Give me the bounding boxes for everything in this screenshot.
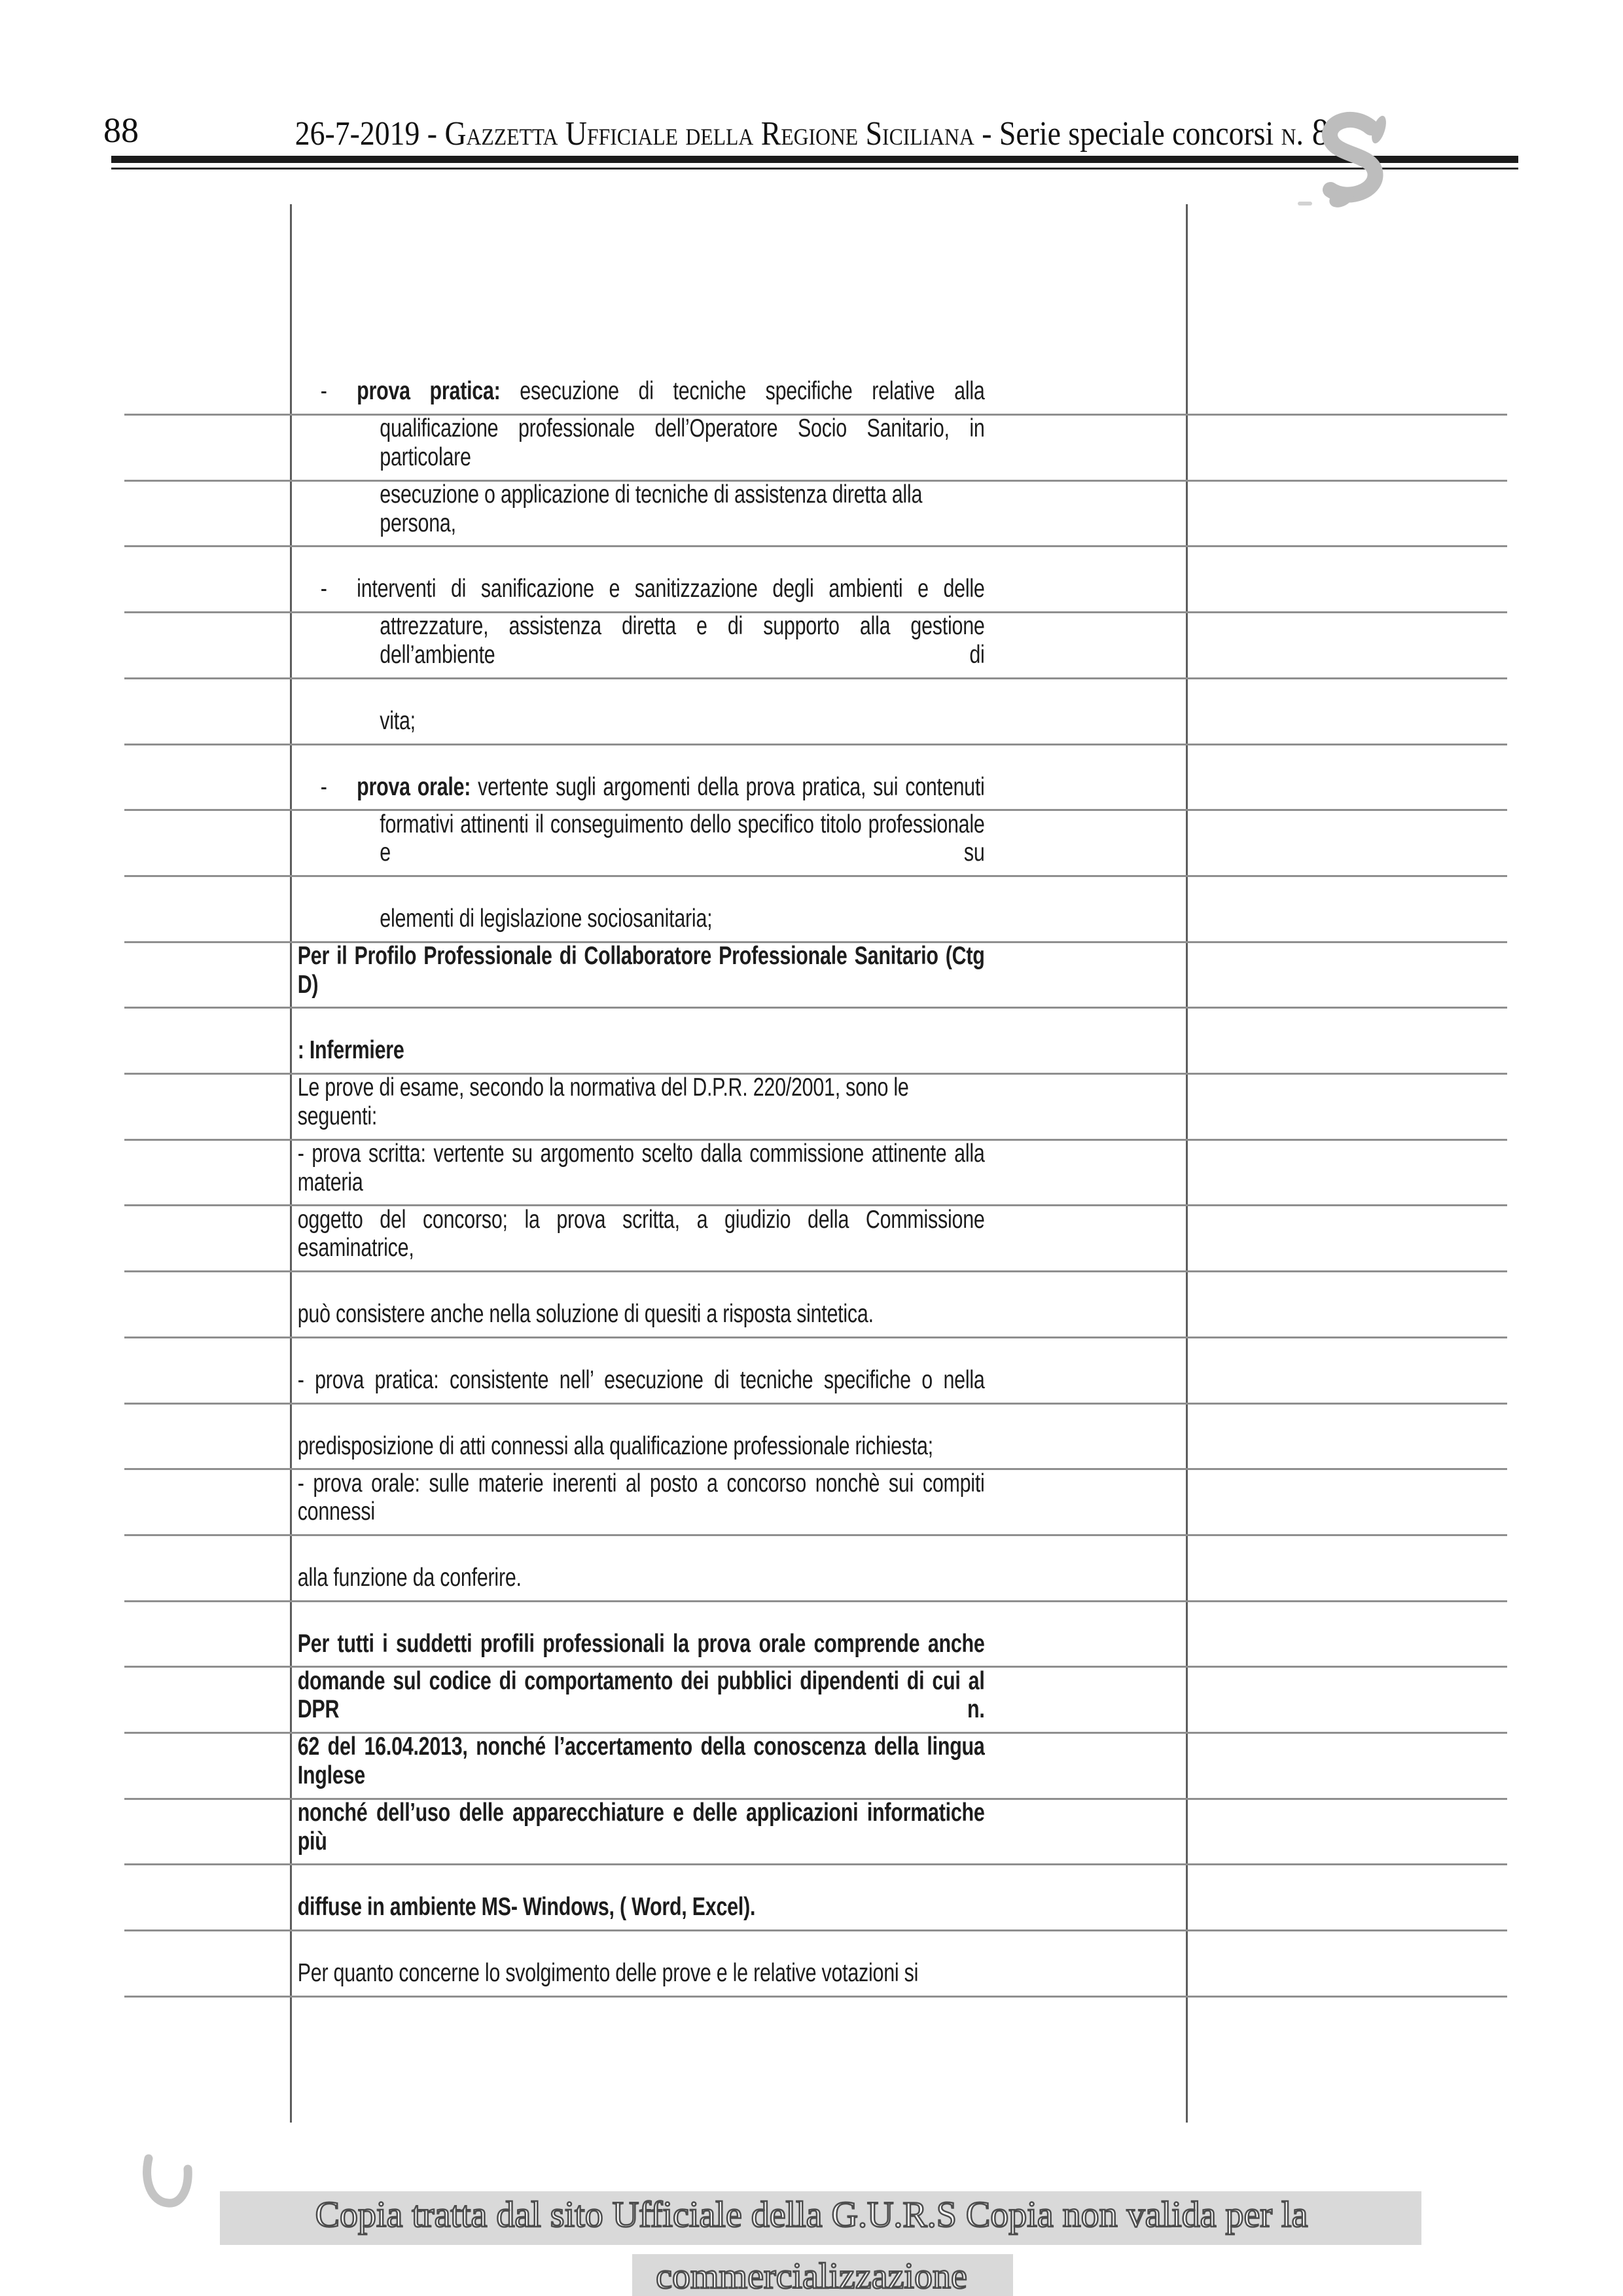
row-rule [124, 1403, 1507, 1405]
footer-copy-notice: Copia tratta dal sito Ufficiale della G.U.R.S Copia non valida per la [315, 2195, 1308, 2235]
row-rule [124, 1534, 1507, 1536]
row-rule [124, 1600, 1507, 1602]
document-line: esecuzione o applicazione di tecniche di assistenza diretta alla persona, [380, 480, 923, 537]
masthead-issue-label: n. [1281, 115, 1304, 152]
masthead-issue-number: 8 [1303, 111, 1329, 153]
document-line: oggetto del concorso; la prova scritta, a giudizio della Commissione esaminatrice, [297, 1205, 985, 1263]
masthead-date: 26-7-2019 [294, 115, 419, 152]
document-line: elementi di legislazione sociosanitaria; [380, 904, 713, 933]
document-line: formativi attinenti il conseguimento dello specifico titolo professionale e su [380, 810, 985, 867]
row-rule [124, 1996, 1507, 1998]
row-rule [124, 1007, 1507, 1009]
document-line: qualificazione professionale dell’Operatore Socio Sanitario, in particolare [380, 414, 985, 472]
page-number: 88 [103, 111, 139, 150]
document-line: vita; [380, 706, 416, 735]
masthead-gazette-name: Gazzetta Ufficiale della Regione Siciliana [444, 115, 974, 152]
masthead-title: 26-7-2019 - Gazzetta Ufficiale della Regione Siciliana - Serie speciale concorsi n. 8 [294, 111, 1329, 153]
list-dash: - [320, 772, 327, 801]
row-rule [124, 1863, 1507, 1865]
watermark-signature-icon [1279, 98, 1423, 242]
document-line: - prova pratica: esecuzione di tecniche specifiche relative alla [320, 377, 985, 406]
list-dash: - [320, 377, 327, 406]
document-line: può consistere anche nella soluzione di quesiti a risposta sintetica. [297, 1300, 874, 1329]
footer-copy-notice: commercializzazione [656, 2256, 967, 2296]
document-line: - prova scritta: vertente su argomento scelto dalla commissione attinente alla materia [297, 1139, 985, 1196]
list-dash: - [320, 575, 327, 603]
row-rule [124, 545, 1507, 547]
table-border-right [1186, 204, 1188, 2123]
row-rule [124, 1270, 1507, 1272]
document-line: - prova pratica: consistente nell’ esecuzione di tecniche specifiche o nella [297, 1365, 985, 1394]
document-line: - prova orale: sulle materie inerenti al posto a concorso nonchè sui compiti connessi [297, 1469, 985, 1526]
row-rule [124, 1336, 1507, 1338]
document-line: 62 del 16.04.2013, nonché l’accertamento della conoscenza della lingua Inglese [297, 1732, 985, 1790]
document-line: Le prove di esame, secondo la normativa del D.P.R. 220/2001, sono le seguenti: [297, 1073, 909, 1131]
masthead-series: Serie speciale concorsi [999, 115, 1274, 152]
document-line: attrezzature, assistenza diretta e di supporto alla gestione dell’ambiente di [380, 612, 985, 670]
document-line: Per il Profilo Professionale di Collaboratore Professionale Sanitario (Ctg D) [297, 941, 985, 999]
document-line: - interventi di sanificazione e sanitizzazione degli ambienti e delle [320, 575, 985, 603]
row-rule [124, 677, 1507, 679]
row-rule [124, 744, 1507, 745]
row-rule [124, 875, 1507, 877]
document-line: nonché dell’uso delle apparecchiature e delle applicazioni informatiche più [297, 1799, 985, 1856]
document-line: Per tutti i suddetti profili professionali la prova orale comprende anche [297, 1629, 985, 1658]
document-line: : Infermiere [297, 1036, 404, 1065]
bold-lead: prova orale: [357, 772, 471, 801]
document-line: diffuse in ambiente MS- Windows, ( Word, Excel). [297, 1893, 756, 1922]
document-line: domande sul codice di comportamento dei pubblici dipendenti di cui al DPR n. [297, 1666, 985, 1724]
document-line: alla funzione da conferire. [297, 1563, 522, 1592]
document-line: Per quanto concerne lo svolgimento delle prove e le relative votazioni si [297, 1959, 919, 1988]
row-rule [124, 1929, 1507, 1931]
document-line: - prova orale: vertente sugli argomenti della prova pratica, sui contenuti [320, 772, 985, 801]
document-line: predisposizione di atti connessi alla qualificazione professionale richiesta; [297, 1431, 933, 1460]
bold-lead: prova pratica: [357, 377, 501, 406]
